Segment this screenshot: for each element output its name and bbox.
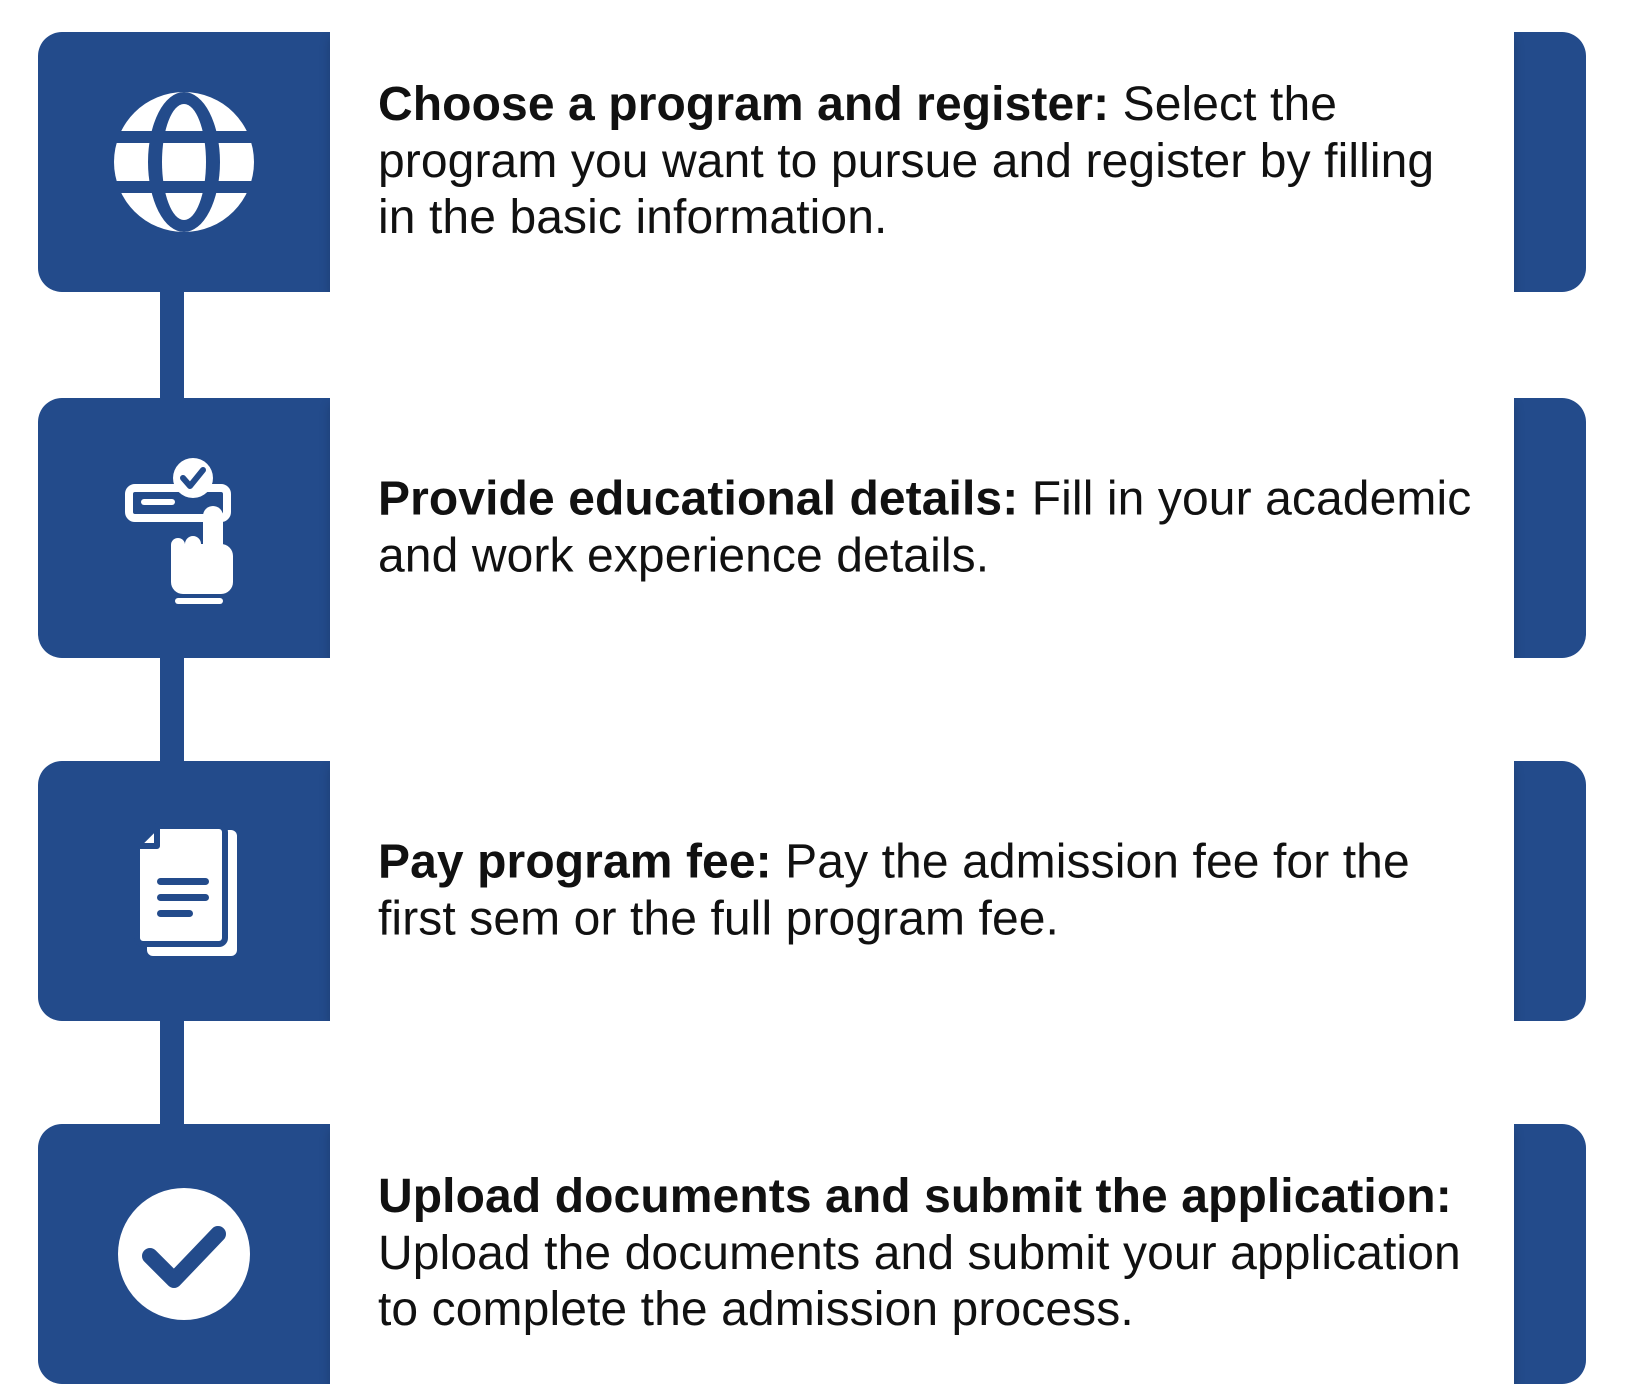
form-check-hand-icon bbox=[38, 398, 330, 658]
step-title: Provide educational details: bbox=[378, 472, 1019, 526]
step-text bbox=[378, 471, 1484, 584]
step-description: Fill in your academic and work experience details. bbox=[378, 472, 1472, 582]
step-1 bbox=[38, 32, 1586, 292]
step-card bbox=[330, 761, 1514, 1021]
step-connector bbox=[160, 1018, 184, 1124]
step-title: Choose a program and register: bbox=[378, 78, 1110, 132]
step-connector bbox=[160, 655, 184, 761]
documents-icon bbox=[38, 761, 330, 1021]
step-3 bbox=[38, 761, 1586, 1021]
step-text bbox=[378, 77, 1484, 247]
step-description: Select the program you want to pursue and register by filling in the basic information. bbox=[378, 78, 1435, 245]
step-4 bbox=[38, 1124, 1586, 1384]
step-text bbox=[378, 834, 1484, 947]
globe-icon bbox=[38, 32, 330, 292]
step-2 bbox=[38, 398, 1586, 658]
check-circle-icon bbox=[38, 1124, 330, 1384]
step-title: Pay program fee: bbox=[378, 835, 772, 889]
step-description: Pay the admission fee for the first sem or the full program fee. bbox=[378, 835, 1410, 945]
step-description: Upload the documents and submit your application to complete the admission process. bbox=[378, 1226, 1461, 1337]
step-text bbox=[378, 1169, 1484, 1339]
step-connector bbox=[160, 292, 184, 398]
step-title: Upload documents and submit the application: bbox=[378, 1170, 1452, 1224]
step-card bbox=[330, 398, 1514, 658]
step-card bbox=[330, 32, 1514, 292]
step-card bbox=[330, 1124, 1514, 1384]
